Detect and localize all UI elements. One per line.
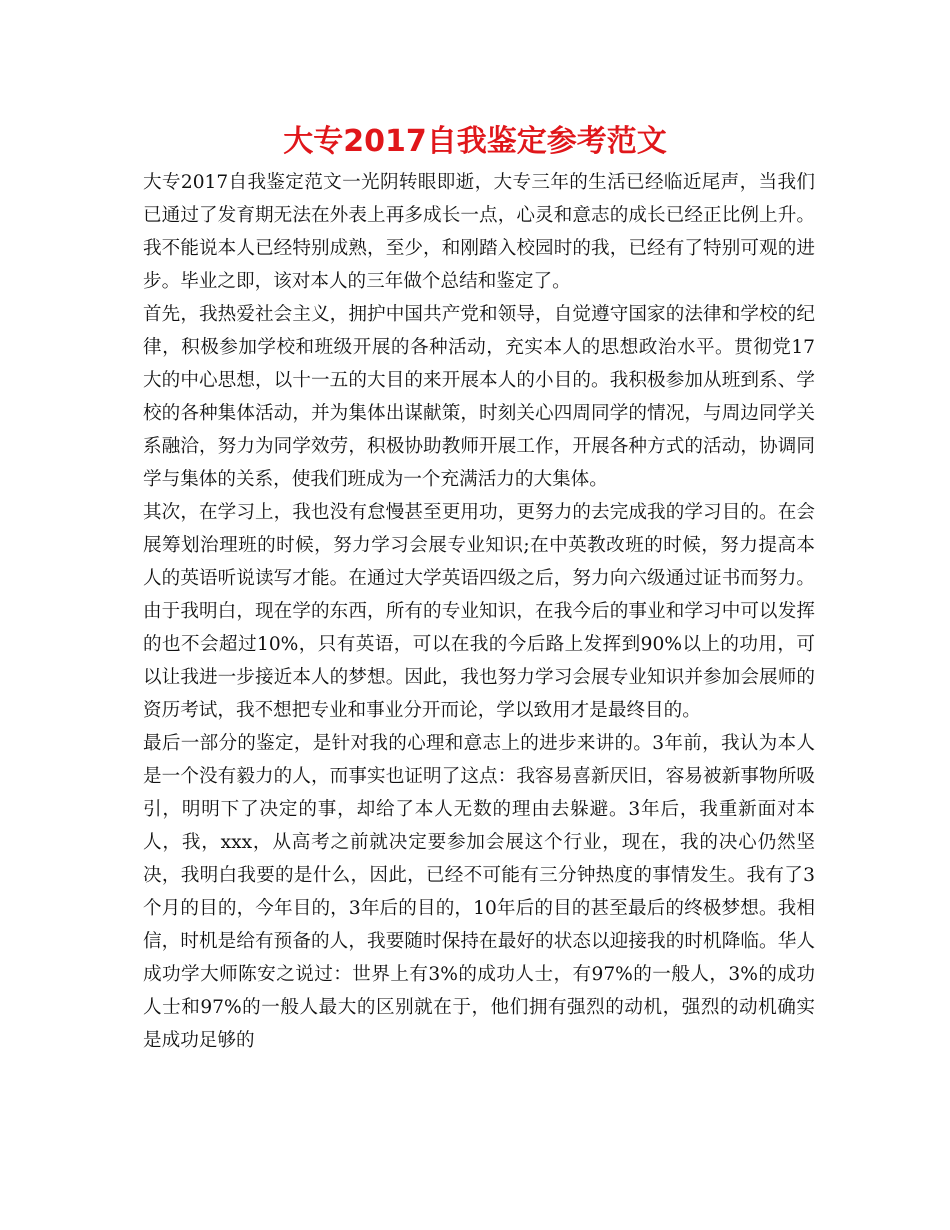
paragraph-2: 首先，我热爱社会主义，拥护中国共产党和领导，自觉遵守国家的法律和学校的纪律，积极参加学校和班级开展的各种活动，充实本人的思想政治水平。贯彻党17大的中心思想，以十一五的大目的来开展本人的小目的。我积极参加从班到系、学校的各种集体活动，并为集体出谋献策，时刻关心四周同学的情况，与周边同学关系融洽，努力为同学效劳，积极协助教师开展工作，开展各种方式的活动，协调同学与集体的关系，使我们班成为一个充满活力的大集体。 xyxy=(143,304,815,490)
document-body xyxy=(143,166,815,1057)
paragraph-4: 最后一部分的鉴定，是针对我的心理和意志上的进步来讲的。3年前，我认为本人是一个没有毅力的人，而事实也证明了这点：我容易喜新厌旧，容易被新事物所吸引，明明下了决定的事，却给了本人无数的理由去躲避。3年后，我重新面对本人，我，xxx，从高考之前就决定要参加会展这个行业，现在，我的决心仍然坚决，我明白我要的是什么，因此，已经不可能有三分钟热度的事情发生。我有了3个月的目的，今年目的，3年后的目的，10年后的目的甚至最后的终极梦想。我相信，时机是给有预备的人，我要随时保持在最好的状态以迎接我的时机降临。华人成功学大师陈安之说过：世界上有3%的成功人士，有97%的一般人，3%的成功人士和97%的一般人最大的区别就在于，他们拥有强烈的动机，强烈的动机确实是成功足够的 xyxy=(143,733,815,1051)
paragraph-3: 其次，在学习上，我也没有怠慢甚至更用功，更努力的去完成我的学习目的。在会展筹划治理班的时候，努力学习会展专业知识;在中英教改班的时候，努力提高本人的英语听说读写才能。在通过大学英语四级之后，努力向六级通过证书而努力。由于我明白，现在学的东西，所有的专业知识，在我今后的事业和学习中可以发挥的也不会超过10%，只有英语，可以在我的今后路上发挥到90%以上的功用，可以让我进一步接近本人的梦想。因此，我也努力学习会展专业知识并参加会展师的资历考试，我不想把专业和事业分开而论，学以致用才是最终目的。 xyxy=(143,502,815,721)
document-title: 大专2017自我鉴定参考范文 xyxy=(283,124,667,159)
paragraph-1: 大专2017自我鉴定范文一光阴转眼即逝，大专三年的生活已经临近尾声，当我们已通过了发育期无法在外表上再多成长一点，心灵和意志的成长已经正比例上升。我不能说本人已经特别成熟，至少，和刚踏入校园时的我，已经有了特别可观的进步。毕业之即，该对本人的三年做个总结和鉴定了。 xyxy=(143,172,815,292)
